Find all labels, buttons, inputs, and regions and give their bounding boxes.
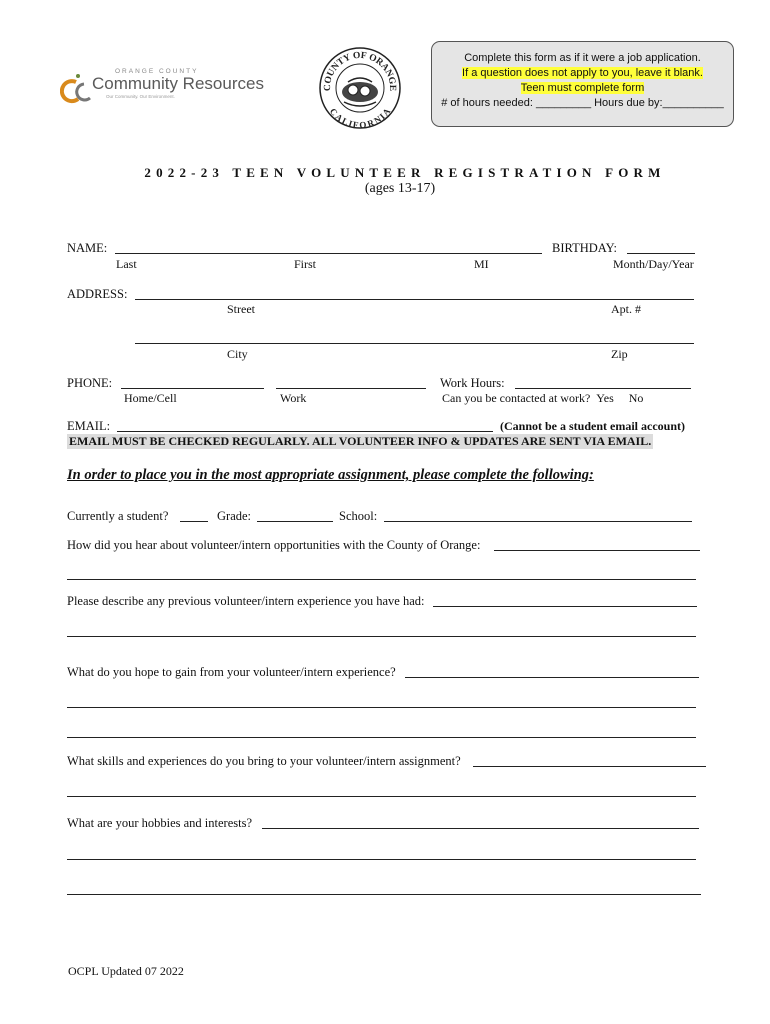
form-subtitle: (ages 13-17) bbox=[364, 181, 436, 196]
currently-student-field[interactable] bbox=[180, 521, 208, 522]
work-hours-label: Work Hours: bbox=[440, 376, 505, 390]
phone-home-sublabel: Home/Cell bbox=[124, 391, 177, 405]
name-last-sublabel: Last bbox=[116, 257, 137, 271]
question-hobbies: What are your hobbies and interests? bbox=[67, 816, 253, 830]
answer-gain-line-2[interactable] bbox=[67, 707, 696, 708]
svg-text:CALIFORNIA bbox=[328, 106, 393, 130]
birthday-label: BIRTHDAY: bbox=[552, 241, 618, 255]
instructions-line-2: If a question does not apply to you, leave it blank. bbox=[462, 67, 703, 79]
phone-home-field[interactable] bbox=[121, 388, 264, 389]
oc-logo-icon bbox=[60, 68, 94, 108]
answer-hobbies-line-3[interactable] bbox=[67, 894, 701, 895]
grade-field[interactable] bbox=[257, 521, 333, 522]
question-previous-experience: Please describe any previous volunteer/intern experience you have had: bbox=[67, 594, 425, 608]
answer-gain-line-1[interactable] bbox=[405, 677, 699, 678]
name-field[interactable] bbox=[115, 253, 542, 254]
answer-hobbies-line-1[interactable] bbox=[262, 828, 699, 829]
address-label: ADDRESS: bbox=[67, 287, 128, 301]
logo-tagline: Our Community. Our Environment. bbox=[106, 94, 175, 99]
name-first-sublabel: First bbox=[294, 257, 317, 271]
answer-gain-line-3[interactable] bbox=[67, 737, 696, 738]
address-city-sublabel: City bbox=[227, 347, 248, 361]
answer-previous-line-2[interactable] bbox=[67, 636, 696, 637]
seal-bottom-text: CALIFORNIA bbox=[327, 106, 393, 130]
email-warning: EMAIL MUST BE CHECKED REGULARLY. ALL VOLUNTEER INFO & UPDATES ARE SENT VIA EMAIL. bbox=[69, 434, 652, 448]
contact-yes-option[interactable]: Yes bbox=[596, 391, 614, 405]
name-mi-sublabel: MI bbox=[474, 257, 489, 271]
address-apt-sublabel: Apt. # bbox=[611, 302, 641, 316]
answer-hobbies-line-2[interactable] bbox=[67, 859, 696, 860]
grade-label: Grade: bbox=[217, 509, 252, 523]
section-heading: In order to place you in the most appropriate assignment, please complete the following: bbox=[67, 467, 594, 483]
answer-heard-line-2[interactable] bbox=[67, 579, 696, 580]
question-skills: What skills and experiences do you bring to your volunteer/intern assignment? bbox=[67, 754, 461, 768]
school-label: School: bbox=[339, 509, 378, 523]
email-field[interactable] bbox=[117, 431, 493, 432]
instructions-line-1: Complete this form as if it were a job application. bbox=[464, 52, 701, 64]
answer-skills-line-1[interactable] bbox=[473, 766, 706, 767]
question-heard-about: How did you hear about volunteer/intern opportunities with the County of Orange: bbox=[67, 538, 481, 552]
address-street-sublabel: Street bbox=[227, 302, 255, 316]
community-resources-logo bbox=[60, 60, 300, 110]
answer-skills-line-2[interactable] bbox=[67, 796, 696, 797]
email-note: (Cannot be a student email account) bbox=[500, 419, 685, 433]
instructions-line-4: # of hours needed: _________ Hours due by:__________ bbox=[441, 97, 724, 109]
address-city-field[interactable] bbox=[135, 343, 694, 344]
phone-work-sublabel: Work bbox=[280, 391, 307, 405]
birthday-sublabel: Month/Day/Year bbox=[613, 257, 694, 271]
answer-heard-line-1[interactable] bbox=[494, 550, 700, 551]
contact-at-work-question: Can you be contacted at work? Yes No bbox=[442, 391, 644, 405]
instructions-box bbox=[431, 41, 734, 127]
form-title: 2022-23 TEEN VOLUNTEER REGISTRATION FORM bbox=[144, 165, 666, 180]
question-hope-to-gain: What do you hope to gain from your volunteer/intern experience? bbox=[67, 665, 396, 679]
answer-previous-line-1[interactable] bbox=[433, 606, 697, 607]
school-field[interactable] bbox=[384, 521, 692, 522]
logo-main-text: Community Resources bbox=[92, 74, 264, 93]
address-street-field[interactable] bbox=[135, 299, 694, 300]
currently-student-label: Currently a student? bbox=[67, 509, 169, 523]
address-zip-sublabel: Zip bbox=[611, 347, 628, 361]
phone-label: PHONE: bbox=[67, 376, 113, 390]
email-label: EMAIL: bbox=[67, 419, 111, 433]
seal-top-text: COUNTY OF ORANGE bbox=[322, 50, 398, 92]
contact-no-option[interactable]: No bbox=[628, 391, 644, 405]
instructions-line-3: Teen must complete form bbox=[520, 82, 645, 94]
work-hours-field[interactable] bbox=[515, 388, 691, 389]
seal-orange-icon bbox=[342, 78, 378, 106]
phone-work-field[interactable] bbox=[276, 388, 426, 389]
footer-updated: OCPL Updated 07 2022 bbox=[68, 964, 184, 978]
birthday-field[interactable] bbox=[627, 253, 695, 254]
logo-small-text: ORANGE COUNTY bbox=[115, 68, 199, 75]
name-label: NAME: bbox=[67, 241, 108, 255]
county-seal bbox=[318, 46, 402, 130]
